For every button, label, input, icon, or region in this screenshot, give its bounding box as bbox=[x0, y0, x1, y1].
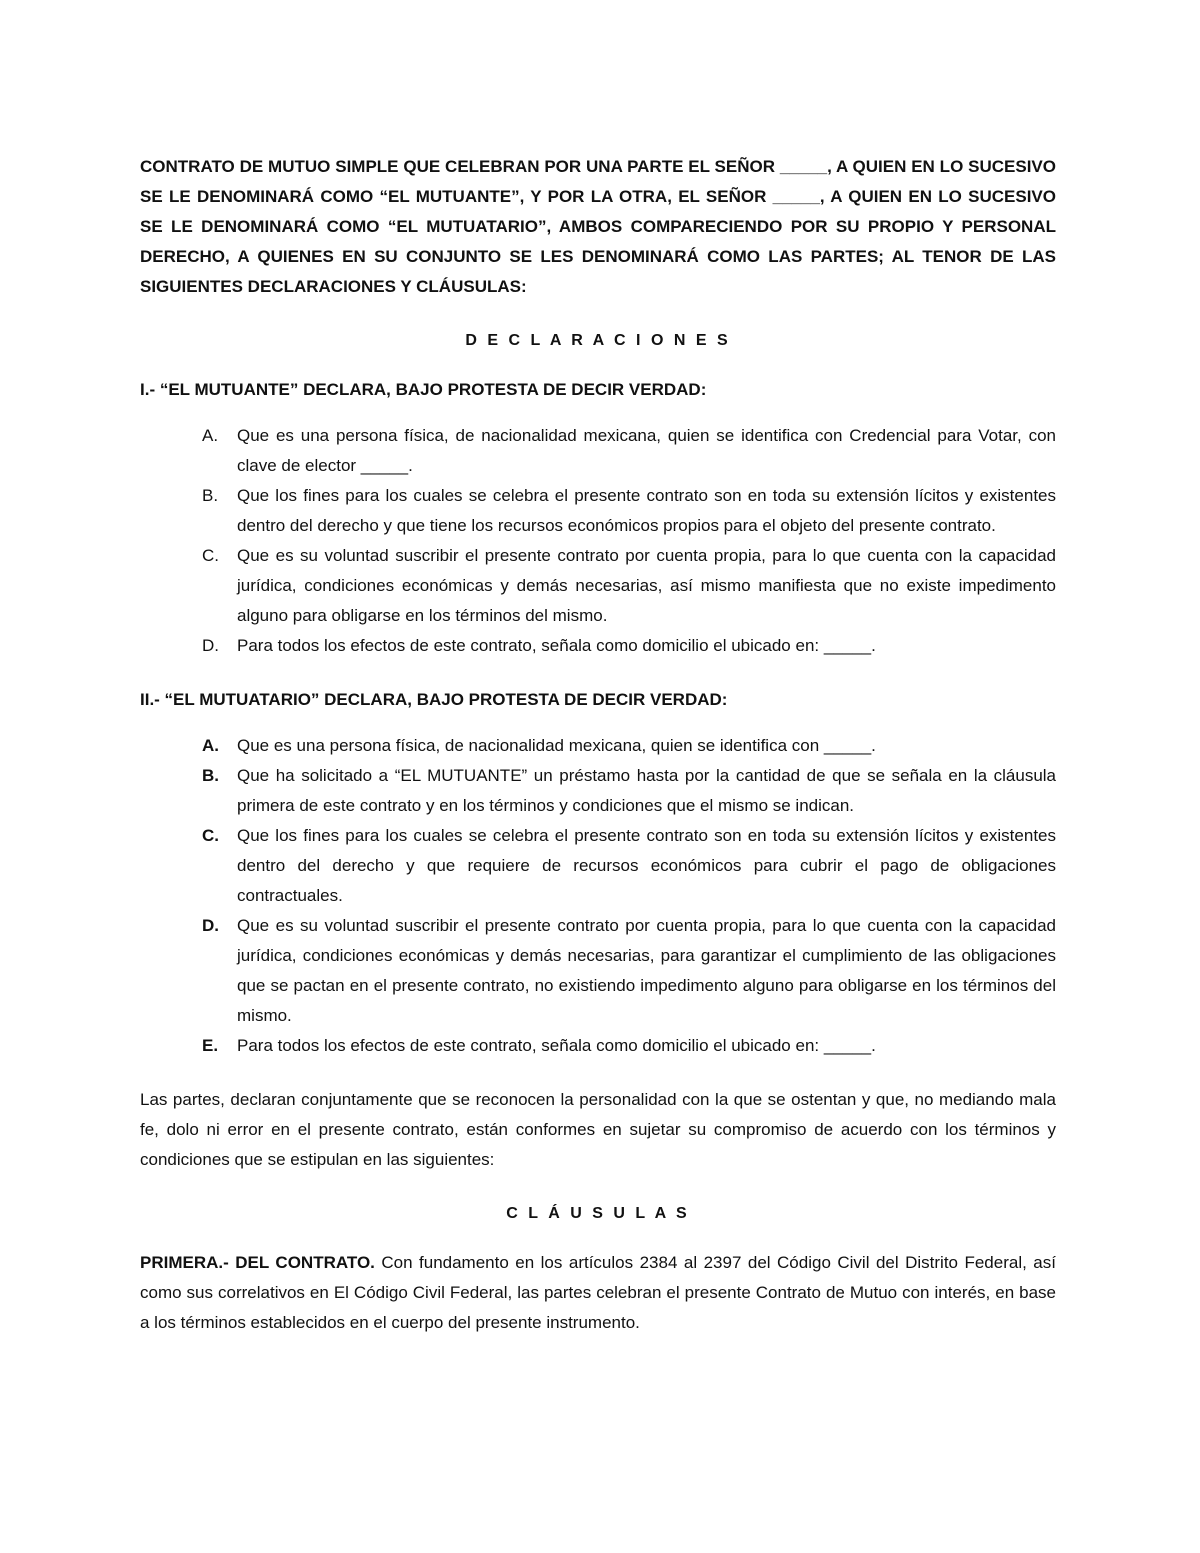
item-text: Que es su voluntad suscribir el presente contrato por cuenta propia, para lo que cuenta con la capacidad jurídica, condiciones económicas y demás necesarias, para garantizar el cumplimiento de las obligaciones que se pactan en el presente contrato, no existiendo impedimento alguno para obligarse en los términos del mismo. bbox=[237, 916, 1056, 1025]
item-letter: D. bbox=[202, 916, 219, 935]
list-item bbox=[140, 421, 1056, 481]
item-text: Que es una persona física, de nacionalidad mexicana, quien se identifica con _____. bbox=[237, 736, 876, 755]
clause-primera bbox=[140, 1248, 1056, 1338]
item-text: Para todos los efectos de este contrato, señala como domicilio el ubicado en: _____. bbox=[237, 636, 876, 655]
item-text: Que es una persona física, de nacionalidad mexicana, quien se identifica con Credencial para Votar, con clave de elector _____. bbox=[237, 426, 1056, 475]
contract-intro: CONTRATO DE MUTUO SIMPLE QUE CELEBRAN POR UNA PARTE EL SEÑOR _____, A QUIEN EN LO SUCESIVO SE LE DENOMINARÁ COMO “EL MUTUANTE”, Y POR LA OTRA, EL SEÑOR _____, A QUIEN EN LO SUCESIVO SE LE DENOMINARÁ COMO “EL MUTUATARIO”, AMBOS COMPARECIENDO POR SU PROPIO Y PERSONAL DERECHO, A QUIENES EN SU CONJUNTO SE LES DENOMINARÁ COMO LAS PARTES; AL TENOR DE LAS SIGUIENTES DECLARACIONES Y CLÁUSULAS: bbox=[140, 157, 1056, 296]
clause-primera-label: PRIMERA.- DEL CONTRATO. bbox=[140, 1253, 375, 1272]
item-text: Que los fines para los cuales se celebra el presente contrato son en toda su extensión lícitos y existentes dentro del derecho y que requiere de recursos económicos para cubrir el pago de obligaciones contractuales. bbox=[237, 826, 1056, 905]
item-letter: B. bbox=[202, 766, 219, 785]
list-item bbox=[140, 821, 1056, 911]
item-text: Que ha solicitado a “EL MUTUANTE” un préstamo hasta por la cantidad de que se señala en la cláusula primera de este contrato y en los términos y condiciones que el mismo se indican. bbox=[237, 766, 1056, 815]
list-item bbox=[140, 481, 1056, 541]
section2-heading: II.- “EL MUTUATARIO” DECLARA, BAJO PROTESTA DE DECIR VERDAD: bbox=[140, 690, 728, 709]
item-letter: C. bbox=[202, 826, 219, 845]
clause-primera-text: Con fundamento en los artículos 2384 al 2397 del Código Civil del Distrito Federal, así como sus correlativos en El Código Civil Federal, las partes celebran el presente Contrato de Mutuo con interés, en base a los términos establecidos en el cuerpo del presente instrumento. bbox=[140, 1253, 1056, 1332]
list-item bbox=[140, 911, 1056, 1031]
item-letter: E. bbox=[202, 1036, 219, 1055]
list-item bbox=[140, 541, 1056, 631]
item-text: Para todos los efectos de este contrato, señala como domicilio el ubicado en: _____. bbox=[237, 1036, 876, 1055]
list-item bbox=[140, 1031, 1056, 1061]
section1-heading: I.- “EL MUTUANTE” DECLARA, BAJO PROTESTA DE DECIR VERDAD: bbox=[140, 380, 707, 399]
list-item bbox=[140, 761, 1056, 821]
declaraciones-title: D E C L A R A C I O N E S bbox=[465, 332, 731, 349]
clausulas-title: C L Á U S U L A S bbox=[506, 1205, 690, 1222]
item-letter: B. bbox=[202, 486, 219, 505]
item-letter: C. bbox=[202, 546, 219, 565]
section2-list bbox=[140, 731, 1056, 1061]
item-text: Que es su voluntad suscribir el presente contrato por cuenta propia, para lo que cuenta con la capacidad jurídica, condiciones económicas y demás necesarias, así mismo manifiesta que no existe impedimento alguno para obligarse en los términos del mismo. bbox=[237, 546, 1056, 625]
item-letter: A. bbox=[202, 426, 219, 445]
item-letter: D. bbox=[202, 636, 219, 655]
item-text: Que los fines para los cuales se celebra el presente contrato son en toda su extensión lícitos y existentes dentro del derecho y que tiene los recursos económicos propios para el objeto del presente contrato. bbox=[237, 486, 1056, 535]
list-item bbox=[140, 731, 1056, 761]
item-letter: A. bbox=[202, 736, 219, 755]
joint-declaration: Las partes, declaran conjuntamente que se reconocen la personalidad con la que se ostentan y que, no mediando mala fe, dolo ni error en el presente contrato, están conformes en sujetar su compromiso de acuerdo con los términos y condiciones que se estipulan en las siguientes: bbox=[140, 1090, 1056, 1169]
list-item bbox=[140, 631, 1056, 661]
section1-list bbox=[140, 421, 1056, 661]
document-page bbox=[140, 152, 1056, 1338]
